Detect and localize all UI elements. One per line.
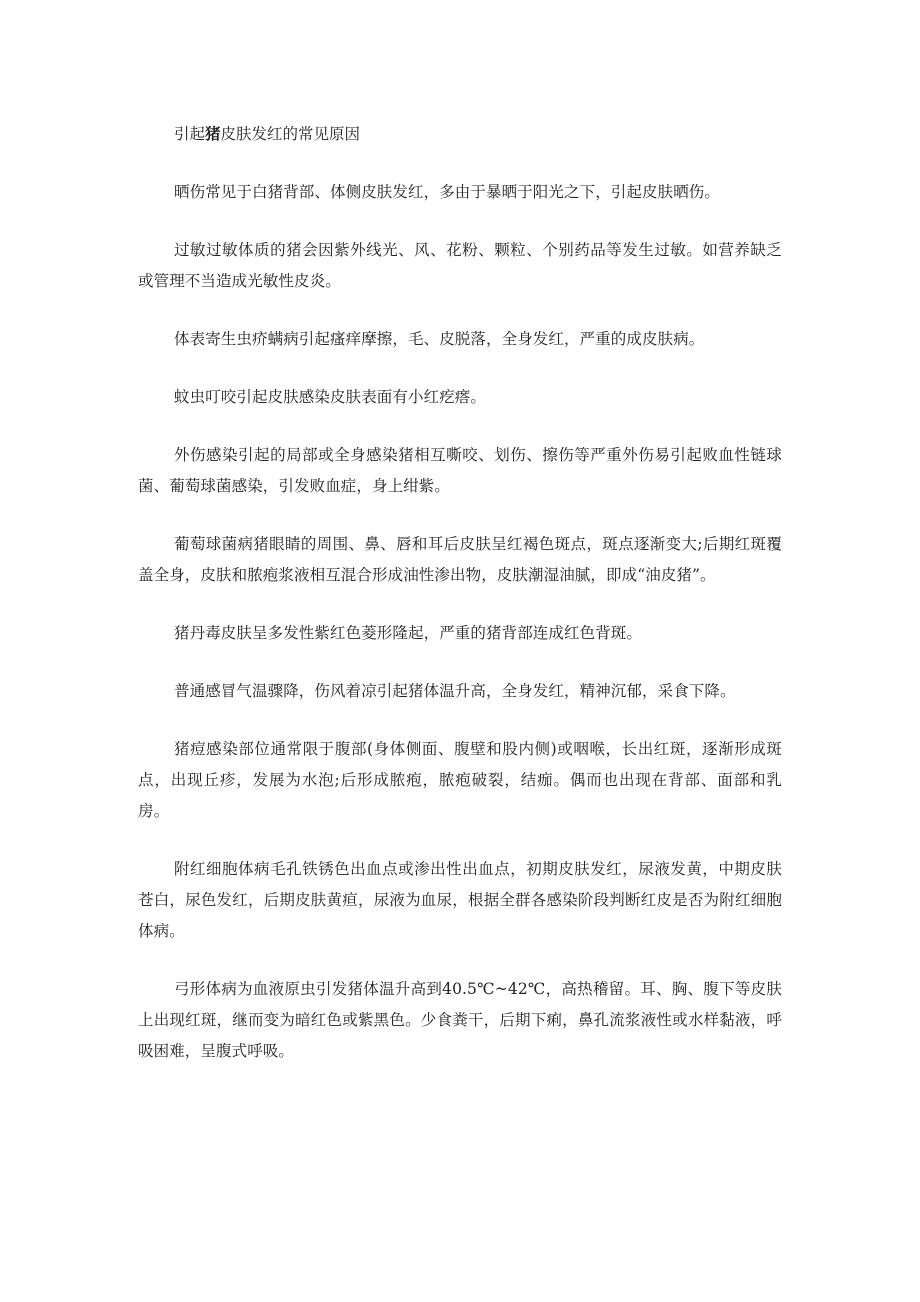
paragraph-insect-bites: 蚊虫叮咬引起皮肤感染皮肤表面有小红疙瘩。 [174, 388, 487, 406]
paragraph-sunburn: 晒伤常见于白猪背部、体侧皮肤发红，多由于暴晒于阳光之下，引起皮肤晒伤。 [174, 183, 721, 201]
title-keyword: 猪 [205, 124, 221, 143]
title-suffix: 皮肤发红的常见原因 [220, 125, 361, 143]
paragraph-erysipelas: 猪丹毒皮肤呈多发性紫红色菱形隆起，严重的猪背部连成红色背斑。 [174, 624, 643, 642]
paragraph-common-cold: 普通感冒气温骤降，伤风着凉引起猪体温升高，全身发红，精神沉郁，采食下降。 [174, 682, 736, 700]
paragraph-swine-pox: 猪痘感染部位通常限于腹部(身体侧面、腹壁和股内侧)或咽喉，长出红斑，逐渐形成斑点，出现丘疹，发展为水泡;后形成脓疱，脓疱破裂，结痂。偶而也出现在背部、面部和乳房。 [138, 740, 782, 820]
paragraph-eperythrozoonosis: 附红细胞体病毛孔铁锈色出血点或渗出性出血点，初期皮肤发红，尿液发黄，中期皮肤苍白，尿色发红，后期皮肤黄疸，尿液为血尿，根据全群各感染阶段判断红皮是否为附红细胞体病。 [138, 860, 782, 940]
paragraph-parasites: 体表寄生虫疥螨病引起瘙痒摩擦，毛、皮脱落，全身发红，严重的成皮肤病。 [174, 330, 705, 348]
paragraph-allergy: 过敏过敏体质的猪会因紫外线光、风、花粉、颗粒、个别药品等发生过敏。如营养缺乏或管理不当造成光敏性皮炎。 [138, 241, 782, 290]
title-prefix: 引起 [174, 125, 206, 143]
document-title [138, 118, 782, 150]
document-body [138, 118, 782, 1067]
paragraph-staphylococcus: 葡萄球菌病猪眼睛的周围、鼻、唇和耳后皮肤呈红褐色斑点，斑点逐渐变大;后期红斑覆盖全身，皮肤和脓疱浆液相互混合形成油性渗出物，皮肤潮湿油腻，即成“油皮猪”。 [138, 535, 782, 584]
paragraph-toxoplasmosis: 弓形体病为血液原虫引发猪体温升高到40.5℃~42℃，高热稽留。耳、胸、腹下等皮肤上出现红斑，继而变为暗红色或紫黑色。少食粪干，后期下痢，鼻孔流浆液性或水样黏液，呼吸困难，呈腹式呼吸。 [138, 980, 782, 1060]
paragraph-wound-infection: 外伤感染引起的局部或全身感染猪相互嘶咬、划伤、擦伤等严重外伤易引起败血性链球菌、葡萄球菌感染，引发败血症，身上绀紫。 [138, 446, 782, 495]
